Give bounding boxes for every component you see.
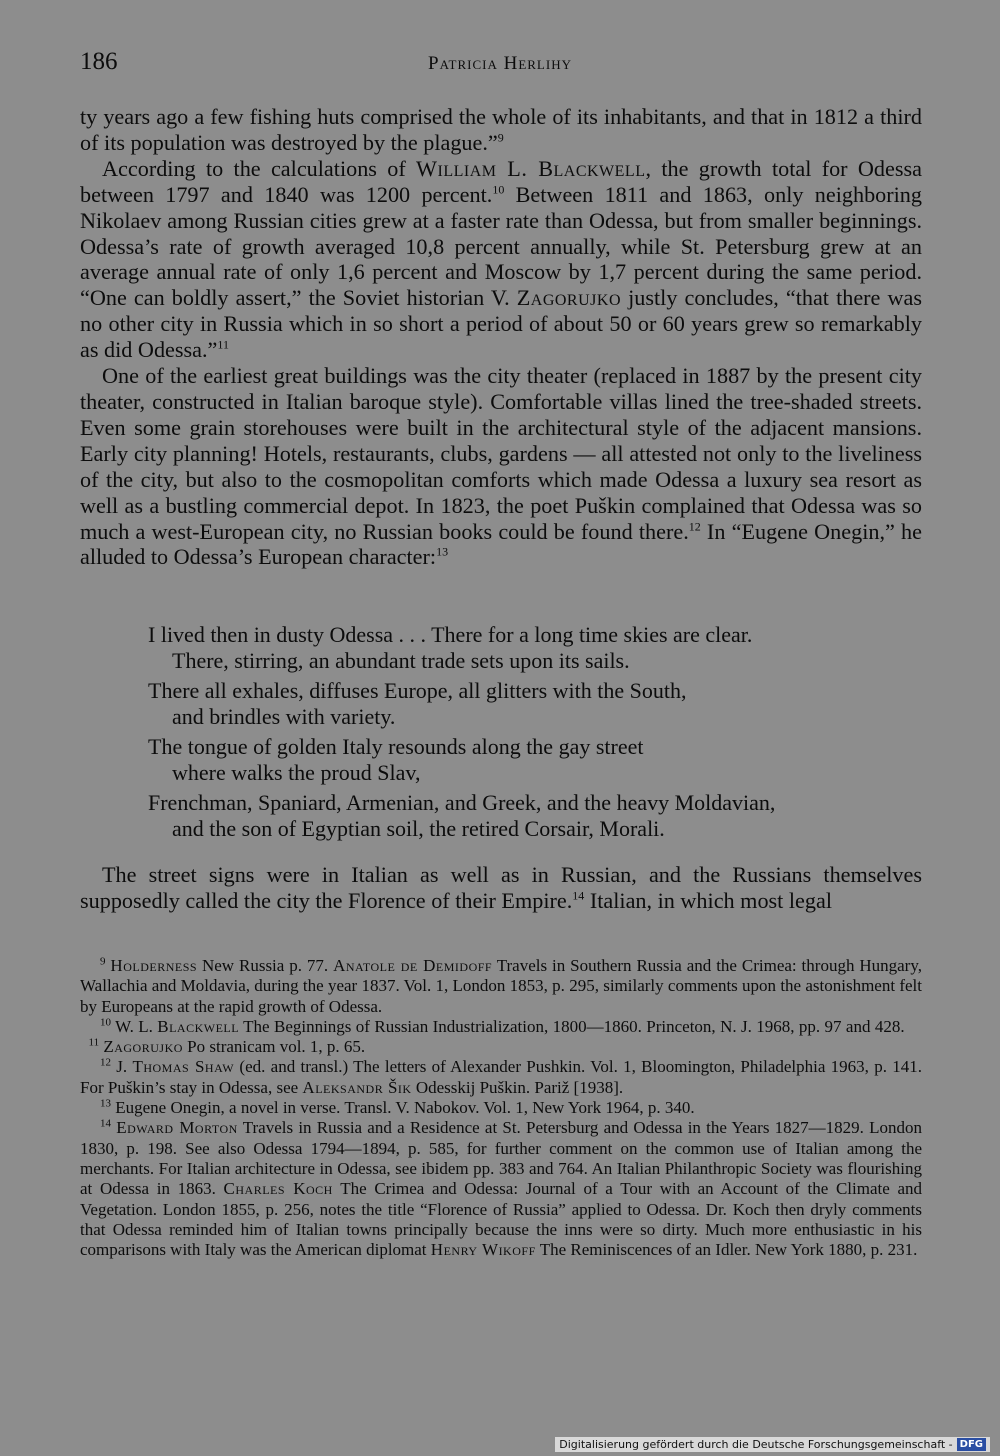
footnote-number: 11 [88,1036,100,1049]
main-text [80,104,922,570]
footnotes [80,956,922,1260]
footnote-number: 14 [100,1117,111,1130]
footnote-ref: 9 [497,130,504,145]
footnote-14 [80,1118,922,1260]
poem-line: and brindles with variety. [172,704,396,729]
poem-line: The tongue of golden Italy resounds along the gay street [148,734,644,759]
footnote-number: 9 [100,955,106,968]
footnote-text: (ed. and transl.) The letters of Alexander Pushkin. Vol. 1, Bloomington, Philadelphia 1963, p. 141. For Puškin’s stay in Odessa, see [80,1057,923,1097]
poem-quotation [148,622,775,846]
poem-stanza [148,678,775,730]
page-number: 186 [80,48,118,75]
footnote-text: The Reminiscences of an Idler. New York 1880, p. 231. [535,1240,918,1260]
author-name: Edward Morton [116,1118,238,1138]
footnote-ref: 11 [217,337,229,352]
poem-line: Frenchman, Spaniard, Armenian, and Greek, and the heavy Moldavian, [148,790,776,815]
paragraph-1 [80,104,922,156]
footnote-ref: 14 [572,888,585,903]
poem-line: There all exhales, diffuses Europe, all glitters with the South, [148,678,687,703]
poem-stanza [148,734,775,786]
paragraph-text: justly concludes, “that there was no other city in Russia which in so short a period of about 50 or 60 years grew so remarkably as did Odessa.” [80,285,923,363]
footnote-text: J. [116,1057,133,1077]
author-name: Blackwell [157,1016,240,1036]
author-name: Zagorujko [103,1037,183,1057]
footnote-ref: 13 [436,545,449,560]
footnote-13 [80,1098,922,1118]
footnote-text: Travels in Russia and a Residence at St. Petersburg and Odessa in the Years 1827—1829. London 1830, p. 198. See also Odessa 1794—1894, p. 585, for further comment on the common use of Italian among the merchants. For Italian architecture in Odessa, see ibidem pp. 383 and 764. An Italian Philanthropic Society was flourishing at Odessa in 1863. [80,1118,922,1199]
author-name: Aleksandr Šik [302,1077,412,1097]
footnote-text: Travels in Southern Russia and the Crimea: through Hungary, Wallachia and Moldavia, during the year 1837. Vol. 1, London 1853, p. 295, similarly comments upon the astonishment felt by Europeans at the rapid growth of Odessa. [80,956,922,1016]
footnote-9 [80,956,922,1017]
footnote-number: 12 [100,1056,111,1069]
paragraph-text: Italian, in which most legal [584,888,832,913]
author-name: Anatole de Demidoff [333,956,493,975]
paragraph-text: Between 1811 and 1863, only neighboring Nikolaev among Russian cities grew at a faster rate than Odessa, but from smaller beginnings. Odessa’s rate of growth averaged 10,8 percent annually, while St. Petersburg grew at an average annual rate of only 1,6 percent and Moscow by 1,7 percent during the same period. “One can boldly assert,” the Soviet historian V. [80,181,922,311]
dfg-logo-icon: DFG [957,1438,986,1451]
poem-line: I lived then in dusty Odessa . . . There for a long time skies are clear. [148,622,753,647]
footnote-text: W. L. [115,1016,158,1036]
author-name: Thomas Shaw [132,1057,235,1077]
footnote-text: Eugene Onegin, a novel in verse. Transl. V. Nabokov. Vol. 1, New York 1964, p. 340. [115,1098,695,1118]
paragraph-2 [80,156,922,363]
paragraph-text: In “Eugene Onegin,” he alluded to Odessa’s European character: [80,518,922,570]
author-name: Charles Koch [223,1179,333,1199]
footnote-ref: 12 [688,519,701,534]
paragraph-text: One of the earliest great buildings was the city theater (replaced in 1887 by the present city theater, constructed in Italian baroque style). Comfortable villas lined the tree-shaded streets. Even some grain storehouses were built in the architectural style of the adjacent mansions. Early city planning! Hotels, restaurants, clubs, gardens — all attested not only to the liveliness of the city, but also to the cosmopolitan comforts which made Odessa a luxury sea resort as well as a bustling commercial depot. In 1823, the poet Puškin complained that Odessa was so much a west-European city, no Russian books could be found there. [80,363,922,544]
author-name: Henry Wikoff [430,1240,536,1260]
paragraph-text: The street signs were in Italian as well as in Russian, and the Russians themselves supposedly called the city the Florence of their Empire. [80,862,922,913]
author-name: Holderness [110,956,198,975]
footnote-text: Po stranicam vol. 1, p. 65. [182,1037,366,1057]
footnote-12 [80,1057,922,1098]
paragraph-text: According to the calculations of [102,155,417,181]
footnote-text: The Beginnings of Russian Industrialization, 1800—1860. Princeton, N. J. 1968, pp. 97 and 428. [239,1016,905,1036]
poem-stanza [148,622,775,674]
footnote-text: The Crimea and Odessa: Journal of a Tour with an Account of the Climate and Vegetation. London 1855, p. 256, notes the title “Florence of Russia” applied to Odessa. Dr. Koch then dryly comments that Odessa reminded him of Italian towns principally because the inns were so dirty. Much more enthusiastic in his comparisons with Italy was the American diplomat [80,1179,922,1260]
digitization-footer [555,1437,990,1452]
footnote-text: New Russia p. 77. [197,956,334,975]
paragraph-3 [80,363,922,570]
footnote-text: Odesskij Puškin. Pariž [1938]. [411,1077,624,1097]
footnote-number: 10 [100,1016,111,1029]
footnote-10 [80,1017,922,1058]
paragraph-text: ty years ago a few fishing huts comprised the whole of its inhabitants, and that in 1812 a third of its population was destroyed by the plague.” [80,104,922,155]
poem-line: and the son of Egyptian soil, the retired Corsair, Morali. [172,816,665,841]
poem-line: where walks the proud Slav, [172,760,421,785]
running-head: Patricia Herlihy [428,53,572,74]
paragraph-4 [80,862,922,914]
author-name: Zagorujko [516,285,621,311]
footnote-ref: 10 [492,182,505,197]
footnote-number: 13 [100,1097,111,1110]
paragraph-text: , the growth total for Odessa between 1797 and 1840 was 1200 percent. [80,155,922,207]
author-name: William L. Blackwell [416,155,646,181]
poem-line: There, stirring, an abundant trade sets upon its sails. [172,648,630,673]
footer-text: Digitalisierung gefördert durch die Deutsche Forschungsgemeinschaft - [559,1438,953,1451]
poem-stanza [148,790,775,842]
